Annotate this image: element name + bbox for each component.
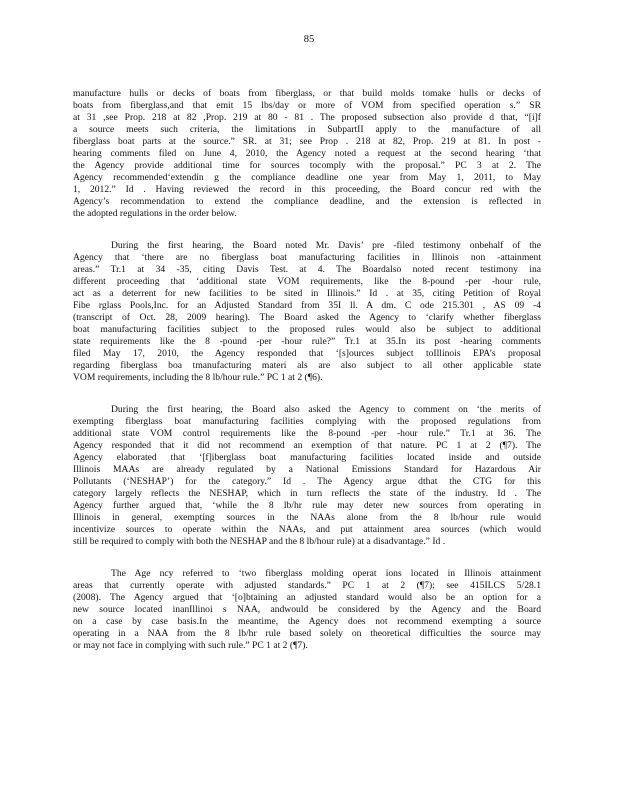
text-line: at 31 ,see Prop. 218 at 82 ,Prop. 219 at 80 - 81 . The proposed subsection also provide d that, “[i]f [73, 112, 541, 123]
text-line: new source located inanIllinoi s NAA, andwould be considered by the Agency and the Board [73, 604, 541, 615]
paragraph-2 [73, 240, 541, 384]
text-line: on a case by case basis.In the meantime, the Agency does not recommend exempting a source [73, 616, 541, 627]
text-line: areas.” Tr.1 at 34 -35, citing Davis Test. at 4. The Boardalso noted recent testimony ina [73, 264, 541, 275]
text-line: a source meets such criteria, the limitations in SubpartII apply to the manufacture of all [73, 124, 541, 135]
text-line: or may not face in complying with such rule.” PC 1 at 2 (¶7). [73, 640, 308, 651]
paragraph-4 [73, 568, 541, 652]
text-line: boats from fiberglass,and that emit 15 lbs/day or more of VOM from specified operation s.” SR [73, 100, 541, 111]
text-line: additional state VOM control requirements like the 8-pound -per -hour rule.” Tr.1 at 36. The [73, 428, 541, 439]
text-line: boat manufacturing facilities subject to the proposed rules would also be subject to additional [73, 324, 541, 335]
text-line: Pollutants (‘NESHAP’) for the category.” Id . The Agency argue dthat the CTG for this [73, 476, 541, 487]
text-line: manufacture hulls or decks of boats from fiberglass, or that build molds tomake hulls or decks of [73, 88, 541, 99]
document-body [73, 88, 541, 672]
text-line: During the first hearing, the Board also asked the Agency to comment on ‘the merits of [111, 404, 541, 415]
text-line: fiberglass boat parts at the source.” SR. at 31; see Prop . 218 at 82, Prop. 219 at 81. In post - [73, 136, 541, 147]
text-line: the Agency provide additional time for sources tocomply with the proposal.” PC 3 at 2. The [73, 160, 541, 171]
text-line: areas that currently operate with adjusted standards.” PC 1 at 2 (¶7); see 415ILCS 5/28.1 [73, 580, 541, 591]
text-line: incentivize sources to operate within the NAAs, and put attainment area sources (which would [73, 524, 541, 535]
text-line: Illinois MAAs are already regulated by a National Emissions Standard for Hazardous Air [73, 464, 541, 475]
text-line: Agency responded that it did not recommend an exemption of that nature. PC 1 at 2 (¶7). The [73, 440, 541, 451]
text-line: different proceeding that ‘additional state VOM requirements, like the 8-pound -per -hour rule, [73, 276, 541, 287]
text-line: The Age ncy referred to ‘two fiberglass molding operat ions located in Illinois attainment [111, 568, 541, 579]
text-line: the adopted regulations in the order below. [73, 208, 237, 219]
paragraph-3 [73, 404, 541, 548]
text-line: exempting fiberglass boat manufacturing facilities complying with the proposed regulations from [73, 416, 541, 427]
text-line: Agency that ‘there are no fiberglass boat manufacturing facilities in Illinois non -attainment [73, 252, 541, 263]
page-number: 85 [303, 34, 315, 45]
text-line: 1, 2012.” Id . Having reviewed the record in this proceeding, the Board concur red with the [73, 184, 541, 195]
text-line: Agency further argued that, ‘while the 8 lb/hr rule may deter new sources from operating in [73, 500, 541, 511]
text-line: During the first hearing, the Board noted Mr. Davis’ pre -filed testimony onbehalf of the [111, 240, 541, 251]
text-line: Agency recommended‘extendin g the compliance deadline one year from May 1, 2011, to May [73, 172, 541, 183]
text-line: Agency elaborated that ‘[f]iberglass boat manufacturing facilities located inside and outside [73, 452, 541, 463]
text-line: act as a deterrent for new facilities to be sited in Illinois.” Id . at 35, citing Petition of Royal [73, 288, 541, 299]
text-line: regarding fiberglass boa tmanufacturing materi als are also subject to all other applicable state [73, 360, 541, 371]
text-line: filed May 17, 2010, the Agency responded that ‘[s]ources subject toIllinois EPA’s proposal [73, 348, 541, 359]
text-line: (transcript of Oct. 28, 2009 hearing). The Board asked the Agency to ‘clarify whether fiberglass [73, 312, 541, 323]
text-line: still be required to comply with both the NESHAP and the 8 lb/hour rule) at a disadvantage.” Id . [73, 536, 446, 547]
paragraph-1 [73, 88, 541, 220]
text-line: Fibe rglass Pools,Inc. for an Adjusted Standard from 35I ll. A dm. C ode 215.301 , AS 09 -4 [73, 300, 541, 311]
text-line: category largely reflects the NESHAP, which in turn reflects the state of the industry. Id . The [73, 488, 541, 499]
text-line: Illinois in general, exempting sources in the NAAs alone from the 8 lb/hour rule would [73, 512, 541, 523]
text-line: hearing comments filed on June 4, 2010, the Agency noted a request at the second hearing ‘that [73, 148, 541, 159]
text-line: VOM requirements, including the 8 lb/hour rule.” PC 1 at 2 (¶6). [73, 372, 323, 383]
text-line: operating in a NAA from the 8 lb/hr rule based solely on theoretical difficulties the source may [73, 628, 541, 639]
text-line: (2008). The Agency argued that ‘[o]btaining an adjusted standard would also be an option for a [73, 592, 541, 603]
text-line: state requirements like the 8 -pound -per -hour rule?” Tr.1 at 35.In its post -hearing comments [73, 336, 541, 347]
text-line: Agency’s recommendation to extend the compliance deadline, and the extension is reflected in [73, 196, 541, 207]
